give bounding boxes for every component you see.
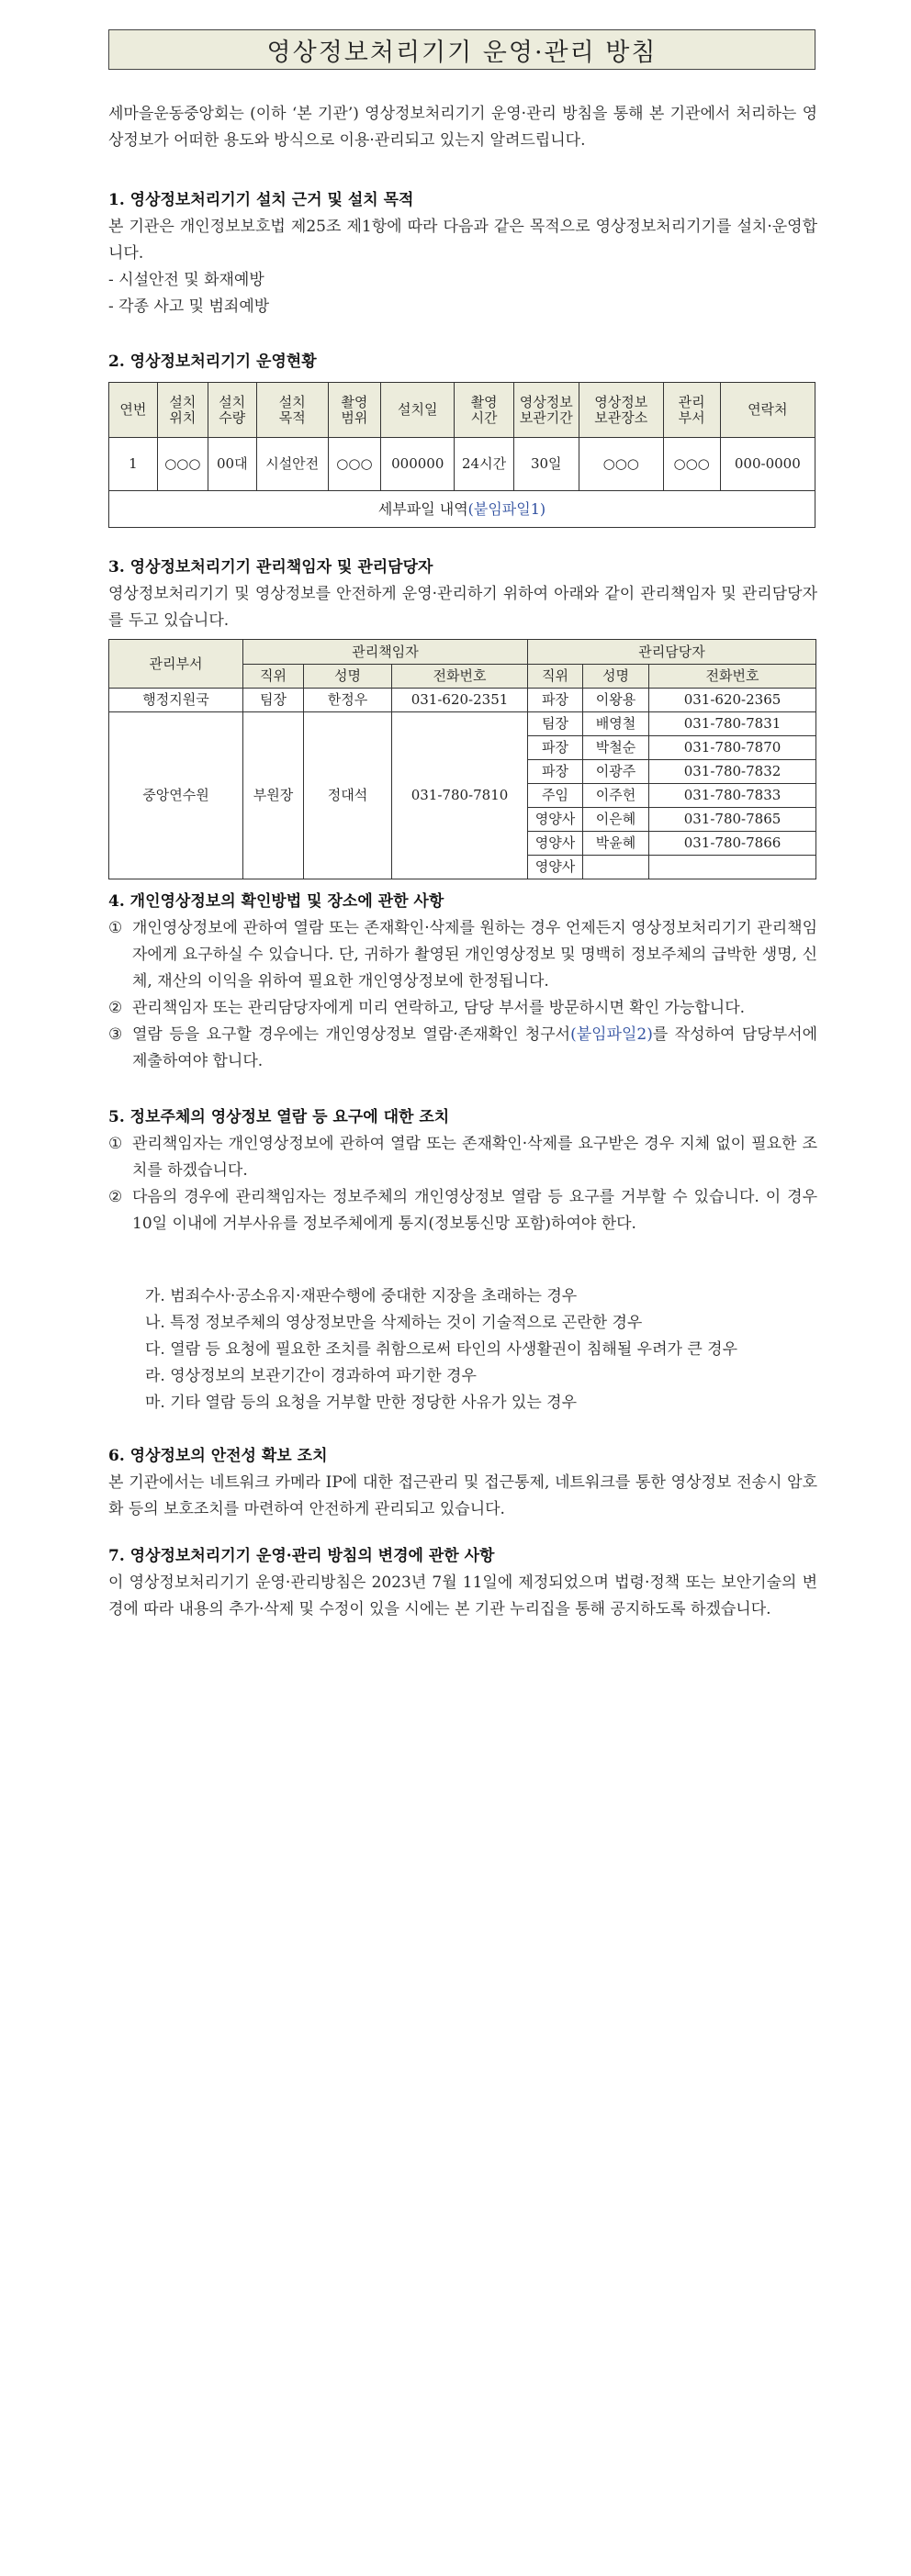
section-1-item: - 각종 사고 및 범죄예방 (108, 297, 270, 316)
table-cell: 031-780-7810 (392, 712, 528, 879)
item-number: ③ (108, 1025, 123, 1044)
column-header: 직위 (243, 665, 304, 689)
intro-paragraph: 세마을운동중앙회는 (이하 ‘본 기관’) 영상정보처리기기 운영·관리 방침을 통해 본 기관에서 처리하는 영상정보가 어떠한 용도와 방식으로 이용·관리되고 있는지 알려드립니다. (108, 105, 817, 150)
column-header: 전화번호 (649, 665, 816, 689)
table-cell: 031-780-7865 (649, 808, 816, 832)
table-header-row (109, 383, 815, 438)
list-item (108, 1022, 817, 1075)
table-cell: 031-780-7831 (649, 712, 816, 736)
column-header: 성명 (304, 665, 392, 689)
table-cell: 파장 (528, 760, 583, 784)
table-cell: 영양사 (528, 856, 583, 879)
table-row (109, 689, 816, 712)
sub-list-item: 가. 범죄수사·공소유지·재판수행에 중대한 지장을 초래하는 경우 (145, 1287, 578, 1305)
table-cell: 이왕용 (583, 689, 649, 712)
column-header: 관리부서 (109, 640, 243, 689)
column-header: 영상정보 보관장소 (579, 383, 663, 438)
table-cell: 팀장 (243, 689, 304, 712)
column-header: 관리담당자 (528, 640, 816, 665)
section-7-text: 이 영상정보처리기기 운영·관리방침은 2023년 7월 11일에 제정되었으며 법령·정책 또는 보안기술의 변경에 따라 내용의 추가·삭제 및 수정이 있을 시에는 본 기관 누리집을 통해 공지하도록 하겠습니다. (108, 1574, 817, 1618)
column-header: 연번 (109, 383, 158, 438)
table-row (109, 712, 816, 736)
item-text-part: 를 작성하여 담당부서에 제출하여야 합니다. (132, 1025, 817, 1070)
column-header: 관리 부서 (663, 383, 720, 438)
column-header: 성명 (583, 665, 649, 689)
department-cell: 행정지원국 (109, 689, 243, 712)
list-item (108, 1131, 817, 1184)
sub-list-item: 나. 특정 정보주체의 영상정보만을 삭제하는 것이 기술적으로 곤란한 경우 (145, 1314, 643, 1332)
column-header: 촬영 시간 (455, 383, 513, 438)
column-header: 전화번호 (392, 665, 528, 689)
table-cell: 031-620-2351 (392, 689, 528, 712)
section-1-heading: 1. 영상정보처리기기 설치 근거 및 설치 목적 (108, 191, 414, 209)
table-footer-row (109, 491, 815, 528)
table-header-row (109, 640, 816, 665)
attachment-1-link[interactable]: (붙임파일1) (467, 500, 546, 518)
column-header: 연락처 (720, 383, 815, 438)
table-cell: 30일 (513, 438, 579, 491)
sub-list-item: 마. 기타 열람 등의 요청을 거부할 만한 정당한 사유가 있는 경우 (145, 1394, 577, 1412)
table-cell: 배영철 (583, 712, 649, 736)
section-1-item: - 시설안전 및 화재예방 (108, 271, 264, 289)
item-text: 다음의 경우에 관리책임자는 정보주체의 개인영상정보 열람 등 요구를 거부할 수 있습니다. 이 경우 10일 이내에 거부사유를 정보주체에게 통지(정보통신망 포함)하여야 한다. (132, 1188, 817, 1233)
section-3-text: 영상정보처리기기 및 영상정보를 안전하게 운영·관리하기 위하여 아래와 같이 관리책임자 및 관리담당자를 두고 있습니다. (108, 585, 817, 630)
item-text: 관리책임자는 개인영상정보에 관하여 열람 또는 존재확인·삭제를 요구받은 경우 지체 없이 필요한 조치를 하겠습니다. (132, 1135, 817, 1180)
table-cell: ○○○ (157, 438, 208, 491)
table-cell: 시설안전 (256, 438, 328, 491)
table-cell: 000000 (381, 438, 455, 491)
item-text: 개인영상정보에 관하여 열람 또는 존재확인·삭제를 원하는 경우 언제든지 영상정보처리기기 관리책임자에게 요구하실 수 있습니다. 단, 귀하가 촬영된 개인영상정보 및 명백히 정보주체의 급박한 생명, 신체, 재산의 이익을 위하여 필요한 개인영상정보에 한정됩니다. (132, 919, 817, 991)
item-number: ② (108, 999, 123, 1017)
table-cell: 031-780-7833 (649, 784, 816, 808)
section-6-heading: 6. 영상정보의 안전성 확보 조치 (108, 1447, 328, 1465)
item-text: 관리책임자 또는 관리담당자에게 미리 연락하고, 담당 부서를 방문하시면 확인 가능합니다. (132, 999, 746, 1017)
item-text-part: 열람 등을 요구할 경우에는 개인영상정보 열람·존재확인 청구서 (132, 1025, 571, 1044)
item-number: ① (108, 1135, 123, 1153)
table-cell: 이은혜 (583, 808, 649, 832)
table-cell: 팀장 (528, 712, 583, 736)
table-cell: ○○○ (328, 438, 380, 491)
table-cell: 00대 (208, 438, 256, 491)
table-cell: 박철순 (583, 736, 649, 760)
table-cell: 031-620-2365 (649, 689, 816, 712)
table-cell (583, 856, 649, 879)
table-cell: 이주헌 (583, 784, 649, 808)
list-item (108, 995, 817, 1022)
column-header: 촬영 범위 (328, 383, 380, 438)
sub-list-item: 라. 영상정보의 보관기간이 경과하여 파기한 경우 (145, 1367, 477, 1385)
item-number: ② (108, 1188, 123, 1206)
table-cell: 정대석 (304, 712, 392, 879)
table-row (109, 438, 815, 491)
table-cell: 한정우 (304, 689, 392, 712)
table-cell: 파장 (528, 689, 583, 712)
table-cell: ○○○ (579, 438, 663, 491)
cctv-status-table (108, 382, 815, 528)
list-item (108, 915, 817, 995)
item-text (132, 1022, 817, 1075)
section-4-heading: 4. 개인영상정보의 확인방법 및 장소에 관한 사항 (108, 892, 444, 911)
attachment-note (109, 491, 815, 528)
document-title: 영상정보처리기기 운영·관리 방침 (108, 29, 815, 70)
table-cell: 박윤혜 (583, 832, 649, 856)
table-cell: 이광주 (583, 760, 649, 784)
section-2-heading: 2. 영상정보처리기기 운영현황 (108, 353, 317, 371)
section-3-heading: 3. 영상정보처리기기 관리책임자 및 관리담당자 (108, 558, 433, 577)
table-cell: 031-780-7866 (649, 832, 816, 856)
sub-list-item: 다. 열람 등 요청에 필요한 조치를 취함으로써 타인의 사생활권이 침해될 우려가 큰 경우 (145, 1340, 738, 1359)
list-item (108, 1184, 817, 1264)
item-number: ① (108, 919, 123, 937)
table-cell: 1 (109, 438, 158, 491)
column-header: 영상정보 보관기간 (513, 383, 579, 438)
manager-table (108, 639, 816, 879)
attachment-label: 세부파일 내역 (377, 500, 468, 518)
column-header: 설치일 (381, 383, 455, 438)
section-1-text: 본 기관은 개인정보보호법 제25조 제1항에 따라 다음과 같은 목적으로 영상정보처리기기를 설치·운영합니다. (108, 218, 817, 263)
attachment-2-link[interactable]: (붙임파일2) (570, 1025, 653, 1044)
column-header: 설치 목적 (256, 383, 328, 438)
table-cell: 000-0000 (720, 438, 815, 491)
department-cell: 중앙연수원 (109, 712, 243, 879)
column-header: 설치 위치 (157, 383, 208, 438)
table-cell: 031-780-7832 (649, 760, 816, 784)
column-header: 관리책임자 (243, 640, 528, 665)
table-cell: 24시간 (455, 438, 513, 491)
table-cell: 주임 (528, 784, 583, 808)
section-5-heading: 5. 정보주체의 영상정보 열람 등 요구에 대한 조치 (108, 1108, 450, 1126)
table-cell: 영양사 (528, 832, 583, 856)
section-6-text: 본 기관에서는 네트워크 카메라 IP에 대한 접근관리 및 접근통제, 네트워크를 통한 영상정보 전송시 암호화 등의 보호조치를 마련하여 안전하게 관리되고 있습니다. (108, 1473, 817, 1518)
table-cell: 영양사 (528, 808, 583, 832)
table-cell: 031-780-7870 (649, 736, 816, 760)
table-cell: ○○○ (663, 438, 720, 491)
section-7-heading: 7. 영상정보처리기기 운영·관리 방침의 변경에 관한 사항 (108, 1547, 495, 1565)
column-header: 설치 수량 (208, 383, 256, 438)
table-cell: 부원장 (243, 712, 304, 879)
table-cell: 파장 (528, 736, 583, 760)
table-cell (649, 856, 816, 879)
column-header: 직위 (528, 665, 583, 689)
